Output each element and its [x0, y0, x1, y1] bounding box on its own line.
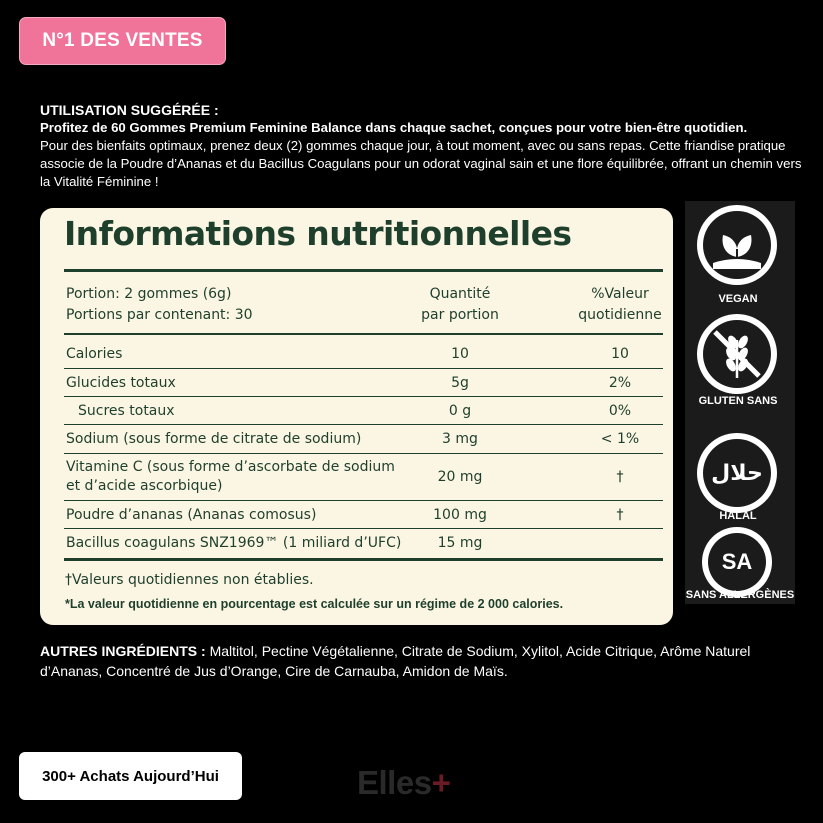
brand-logo	[357, 764, 450, 802]
row-name: Glucides totaux	[66, 375, 176, 391]
row-divider	[64, 424, 663, 425]
col-dv-2: quotidienne	[578, 307, 662, 323]
nutrition-panel	[40, 208, 673, 625]
row-divider	[64, 453, 663, 454]
sa-icon	[702, 527, 772, 597]
logo-plus: +	[431, 764, 451, 801]
bottom-rule	[64, 558, 663, 561]
row-divider	[64, 368, 663, 369]
nutrition-title: Informations nutritionnelles	[64, 214, 572, 253]
row-qty: 3 mg	[442, 431, 478, 447]
allergen-label: SANS ALLERGÈNES	[685, 589, 795, 601]
row-qty: 10	[451, 346, 469, 362]
no-gluten-icon	[697, 314, 777, 394]
row-name: Vitamine C (sous forme d’ascorbate de sodium	[66, 459, 395, 475]
other-ingredients-text: Maltitol, Pectine Végétalienne, Citrate de Sodium, Xylitol, Acide Citrique, Arôme Naturel d’Ananas, Concentré de Jus d’Orange, Cire de Carnauba, Amidon de Maïs.	[40, 643, 751, 679]
row-qty: 0 g	[448, 403, 472, 419]
row-name-line2: et d’acide ascorbique)	[66, 478, 223, 494]
halal-glyph: حلال	[711, 460, 763, 486]
purchases-today-badge: 300+ Achats Aujourd’Hui	[19, 752, 242, 800]
row-qty: 15 mg	[437, 535, 483, 551]
halal-label: HALAL	[719, 510, 757, 522]
row-name: Sodium (sous forme de citrate de sodium)	[66, 431, 362, 447]
portion-size: Portion: 2 gommes (6g)	[66, 286, 232, 302]
row-dv: 2%	[608, 375, 632, 391]
usage-body: Pour des bienfaits optimaux, prenez deux (2) gommes chaque jour, à tout moment, avec ou sans repas. Cette friandise pratique associe de la Poudre d’Ananas et du Bacillus Coagulans pour un odorat vaginal sain et une flore équilibrée, offrant un chemin vers la Vitalité Féminine !	[40, 138, 802, 189]
row-name: Sucres totaux	[78, 403, 175, 419]
row-dv: 0%	[608, 403, 632, 419]
row-divider	[64, 528, 663, 529]
logo-text: Elles	[357, 764, 432, 801]
sa-glyph: SA	[721, 549, 753, 574]
row-dv: †	[616, 507, 624, 523]
row-divider	[64, 396, 663, 397]
footnote-daily-value: *La valeur quotidienne en pourcentage est calculée sur un régime de 2 000 calories.	[65, 597, 564, 611]
other-ingredients	[40, 641, 810, 681]
portions-per-container: Portions par contenant: 30	[66, 307, 253, 323]
row-name: Poudre d’ananas (Ananas comosus)	[66, 507, 317, 523]
title-rule	[64, 269, 663, 272]
halal-icon	[697, 433, 777, 513]
usage-bold-line: Profitez de 60 Gommes Premium Feminine Balance dans chaque sachet, conçues pour votre bien-être quotidien.	[40, 120, 748, 135]
row-divider	[64, 500, 663, 501]
col-qty-1: Quantité	[429, 286, 491, 302]
footnote-dagger: †Valeurs quotidiennes non établies.	[65, 572, 314, 588]
row-dv: < 1%	[600, 431, 640, 447]
bestseller-badge: N°1 DES VENTES	[19, 17, 226, 65]
leaf-icon	[697, 205, 777, 285]
other-ingredients-label: AUTRES INGRÉDIENTS :	[40, 643, 206, 659]
row-qty: 20 mg	[437, 469, 483, 485]
col-qty-2: par portion	[421, 307, 499, 323]
row-dv: 10	[611, 346, 629, 362]
gluten-label: GLUTEN SANS	[698, 395, 778, 407]
row-qty: 100 mg	[433, 507, 487, 523]
row-dv: †	[616, 469, 624, 485]
usage-heading: UTILISATION SUGGÉRÉE :	[40, 102, 219, 118]
certification-strip	[685, 201, 795, 604]
header-rule	[64, 333, 663, 335]
row-qty: 5g	[451, 375, 469, 391]
row-name: Bacillus coagulans SNZ1969™ (1 miliard d’UFC)	[66, 535, 402, 551]
col-dv-1: %Valeur	[591, 286, 649, 302]
usage-section	[40, 101, 810, 191]
row-name: Calories	[66, 346, 123, 362]
vegan-label: VEGAN	[718, 293, 758, 305]
